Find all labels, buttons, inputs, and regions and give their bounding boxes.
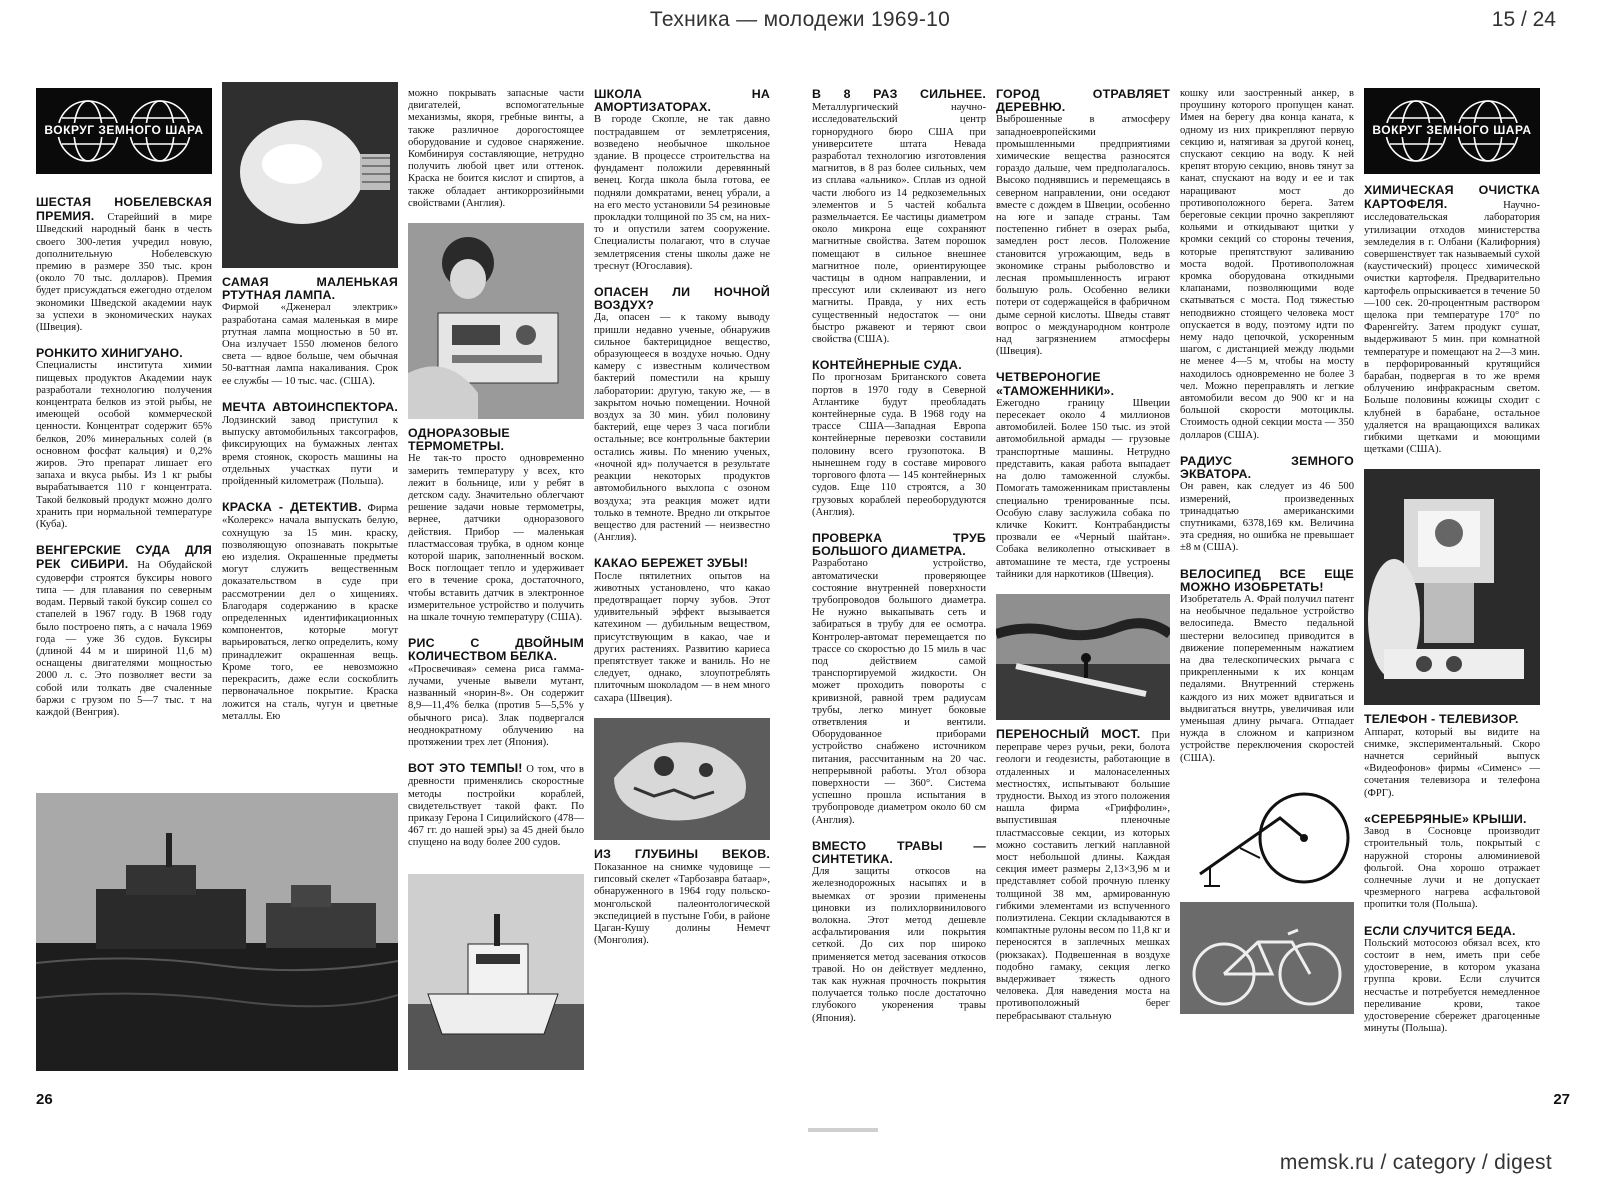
photo-ferry (408, 874, 584, 1070)
article-heading: РАДИУС ЗЕМНОГО ЭКВАТОРА. (1180, 453, 1354, 482)
article-heading: В 8 РАЗ СИЛЬНЕЕ. (812, 87, 986, 101)
article-heading: ЧЕТВЕРОНОГИЕ «ТАМОЖЕННИКИ». (996, 370, 1115, 398)
article (1180, 568, 1354, 765)
article-body: Фирмой «Дженерал электрик» разработана самая маленькая в мире ртутная лампа мощностью в 50 вт. Она излучает 1550 люменов белого света — вдвое больше, чем обычная 50-ваттная лампа накаливания. Срок ее службы — 10 тыс. час. (США). (222, 302, 398, 387)
article-body: Аппарат, который вы видите на снимке, экспериментальный. Скоро начнется серийный выпуск «Видеофонов» фирмы «Сименс» — сочетания телевизора и телефона (ФРГ). (1364, 726, 1540, 799)
article-heading: ОПАСЕН ЛИ НОЧНОЙ ВОЗДУХ? (594, 285, 770, 313)
photo-lamp (222, 82, 398, 268)
article (594, 557, 770, 704)
page-fold-mark (808, 1128, 878, 1132)
column (594, 88, 770, 960)
article-body: кошку или заостренный анкер, в проушину которого пропущен канат. Имея на берегу два конца каната, к одному из них прикрепляют первую секцию и, натягивая за другой конец, спускают секцию на воду. К ней крепят вторую секцию, вновь тянут за канат, спускают на воду и ее и так наращивают мост до противоположного берега. Затем береговые секции прочно закрепляют кольями и откидывают щитки у кромки секций со стороны течения, которые препятствуют заливанию моста водой. Противоположная кромка оборудована откидными клапанами, позволяющими воде скатываться с моста. Под тяжестью неподвижно стоящего человека мост опускается в воду, поэтому идти по нему надо цепочкой, ускоренным шагом, с дистанцией между людьми не менее 4—5 м, чтобы на мосту находилось одновременно не более 3 чел. Можно переправлять и легкие автомобили весом до 900 кг и на большой скорости мотоциклы. Стоимость одной секции моста — 350 долларов (США). (1180, 88, 1354, 441)
document-title: Техника — молодежи 1969-10 (649, 8, 951, 31)
article (812, 88, 986, 346)
column (996, 88, 1170, 1036)
article-body: По прогнозам Британского совета портов в 1970 году в Северной Атлантике будут преобладать контейнерные суда. В 1968 году на трассе США—Западная Европа контейнерные перевозки составили половину всего грузопотока. В нынешнем году в составе мирового торгового флота — 145 контейнерных судов. Еще 110 строятся, а 30 грузовых кораблей переоборудуются (Англия). (812, 372, 986, 518)
article-heading: ИЗ ГЛУБИНЫ ВЕКОВ. (594, 846, 770, 861)
column (36, 88, 212, 732)
article-heading: КРАСКА - ДЕТЕКТИВ. (222, 500, 362, 515)
article (996, 728, 1170, 1023)
article-heading: САМАЯ МАЛЕНЬКАЯ РТУТНАЯ ЛАМПА. (222, 275, 398, 303)
article (812, 532, 986, 827)
article (594, 286, 770, 544)
right-page (812, 88, 1570, 1108)
article (222, 276, 398, 388)
article-heading: ВЕНГЕРСКИЕ СУДА ДЛЯ РЕК СИБИРИ. (36, 543, 212, 572)
article-body: Не так-то просто одновременно замерить температуру у всех, кто лежит в больнице, или у ребят в детском саду. Значительно облегчают решение задачи новые термометры, вернее, датчики одноразового действия. Прибор — маленькая пластмассовая трубка, в одном конце которой шарик, заполненный воском. Воск поглощает тепло и удерживает его в течение срока, достаточного, чтобы вставить датчик в электронное измерительное устройство и получить на шкале точную температуру (США). (408, 453, 584, 624)
article (594, 88, 770, 273)
article-heading: ТЕЛЕФОН - ТЕЛЕВИЗОР. (1364, 712, 1519, 727)
article-body: Да, опасен — к такому выводу пришли недавно ученые, обнаружив сильное бактерицидное вещество, образующееся в воздухе ночью. Одну камеру с известным количеством бактерий поместили на крышу лаборатории: другую, такую же, — в закрытом ночью помещении. Ночной воздух за 30 мин. убил половину бактерий, еще через 3 часа погибли остальные; все контрольные бактерии остались живы. По мнению ученых, «ночной яд» получается в результате реакции некоторых продуктов автомобильного выхлопа с озоном воздуха; эта реакция может идти только в темноте. Вредно ли открытое вещество для растений — неизвестно (Англия). (594, 312, 770, 544)
article-body: В городе Скопле, не так давно пострадавшем от землетрясения, возведено необычное школьное здание. В процессе строительства на фундамент положили деревянный венец. Когда школа была готова, ее подняли домкратами, венец убрали, а на его место установили 54 резиновые прокладки толщиной по 35 см, на них-то и опустили затем сооружение. Специалисты полагают, что в случае землетрясения стены школы даже не треснут (Югославия). (594, 114, 770, 272)
diagram-bicycle-pedal (1180, 778, 1354, 896)
viewer-header (0, 0, 1600, 44)
article-body: Польский мотосоюз обязал всех, кто состоит в нем, иметь при себе удостоверение, в котором указана группа крови. Если случится несчастье и потребуется немедленное переливание крови, такое удостоверение сбережет драгоценные минуты (Польша). (1364, 937, 1540, 1035)
article-heading: ВОТ ЭТО ТЕМПЫ! (408, 761, 523, 776)
article-heading: ХИМИЧЕСКАЯ ОЧИСТКА КАРТОФЕЛЯ. (1364, 183, 1540, 212)
article-heading: МЕЧТА АВТОИНСПЕКТОРА. (222, 399, 398, 414)
article (812, 359, 986, 519)
article-body: Показанное на снимке чудовище — гипсовый скелет «Тарбозавра батаар», обнаруженного в 1964 году польско-монгольской палеонтологической экспедицией в пустыне Гоби, в районе Цаган-Кушу долины Немечт (Монголия). (594, 861, 770, 947)
article (36, 347, 212, 531)
article-heading: ОДНОРАЗОВЫЕ ТЕРМОМЕТРЫ. (408, 426, 510, 454)
column (408, 88, 584, 863)
article-body: Завод в Сосновце производит строительный толь, покрытый с наружной стороны алюминиевой фольгой. Она хорошо отражает солнечные лучи и не допускает чрезмерного нагрева асфальтовой пропитки толя (Польша). (1364, 826, 1540, 911)
article-body: О том, что в древности применялись скоростные методы постройки кораблей, свидетельствует такой факт. По приказу Герона I Сицилийского (478—467 гг. до нашей эры) за 45 дней было спущено на воду более 200 судов. (408, 764, 584, 849)
article-body: Специалисты института химии пищевых продуктов Академии наук разработали технологию получения концентрата белков из этой рыбы, не имеющей особой коммерческой ценности. Концентрат содержит 65% белков, 20% минеральных солей (в основном фосфат кальция) и 0,2% жиров. Это препарат лишает его запаха и вкуса рыбы. Из 1 кг рыбы вырабатывается 110 г концентрата. Такой белковый продукт можно долго хранить при нормальной температуре (Куба). (36, 360, 212, 531)
article-body: можно покрывать запасные части двигателей, вспомогательные механизмы, якоря, гребные винты, а также различное дорогостоящее оборудование и судовое снаряжение. Комбинируя составляющие, нетрудно получить любой цвет или оттенок. Краска не боится кислот и спиртов, а также обладает антикоррозийными свойствами (Англия). (408, 88, 584, 209)
article-body: Для защиты откосов на железнодорожных насыпях и в выемках от эрозии применены циновки из полихлорвинилового волокна. Этот метод дешевле асфальтирования или покрытия сеткой. До сих пор широко применяется метод засевания откосов травой. Но он действует медленно, так как нужная прочность покрытия получается только после достаточно глубокого укоренения травы (Япония). (812, 866, 986, 1024)
article-body: Научно-исследовательская лаборатория утилизации отходов министерства земледелия в г. Олбани (Калифорния) совершенствует так называемый сухой (каустический) процесс химической очистки картофеля. Предварительно картофель опрыскивается в течение 50—100 сек. 20-процентным раствором щелока при температуре 170° по Фаренгейту. Затем продукт сушат, выдерживают 5 мин. при комнатной температуре и помещают на 2—3 мин. в перфорированный крутящийся барабан, подвергая в то же время облучению инфракрасным светом. Больше половины кожицы сходит с клубней в барабане, остальное удаляется на вращающихся валиках гибкими щетками и моющими щетками (США). (1364, 200, 1540, 456)
article (222, 501, 398, 723)
article-body: Ежегодно границу Швеции пересекает около 4 миллионов автомобилей. Более 150 тыс. из этой автомобильной армады — грузовые транспортные машины. Нетрудно представить, какая работа выпадает на долю таможенной службы. Помогать таможенникам приставлены специально тренированные псы. Особую славу заслужила собака по кличке Кокитт. Контрабандисты прозвали ее «Черный шайтан». Собака великолепно отыскивает в автомашине те места, где устроены тайники для наркотиков (Швеция). (996, 397, 1170, 580)
article-body: Лодзинский завод приступил к выпуску автомобильных таксографов, фиксирующих на бумажных лентах время стоянок, скорость машины на отдельных участках пути и пройденный километраж (Польша). (222, 415, 398, 488)
photo-tugboats (36, 793, 398, 1071)
article-heading: ГОРОД ОТРАВЛЯЕТ ДЕРЕВНЮ. (996, 87, 1170, 115)
article-heading: ПРОВЕРКА ТРУБ БОЛЬШОГО ДИАМЕТРА. (812, 530, 986, 559)
column (812, 88, 986, 1038)
photo-thermometer (408, 223, 584, 419)
article (408, 88, 584, 210)
article-heading: РОНКИТО ХИНИГУАНО. (36, 346, 183, 361)
article-body: После пятилетних опытов на животных установлено, что какао предотвращает порчу зубов. Этот удивительный эффект вызывается катехином — дубильным веществом, присутствующим в какао, чае и других растениях. Развитию кариеса препятствует также и ваниль. Но не следует, однако, злоупотреблять плиточным шоколадом — в нем много сахара (Швеция). (594, 570, 770, 704)
article-body: Он равен, как следует из 46 500 измерений, произведенных тринадцатью американскими спутниками, 6378,169 км. Величина эта средняя, но ошибка не превышает ±8 м (США). (1180, 481, 1354, 554)
article-heading: ШКОЛА НА АМОРТИЗАТОРАХ. (594, 87, 770, 115)
article (1180, 88, 1354, 442)
article-body: При переправе через ручьи, реки, болота геологи и геодезисты, работающие в отдаленных и малонаселенных местностях, испытывают большие трудности. Выход из этого положения нашла фирма «Гриффолин», выпустившая пленочные пластмассовые секции, из которых можно составить легкий наплавной мост небольшой длины. Каждая секция имеет размеры 2,13×3,96 м и представляет собой прочную пленку толщиной 38 мм, армированную гибкими элементами из вспученного полиэтилена. Секции складываются в компактные рулоны весом по 11,8 кг и переносятся в заплечных мешках (рюкзаках). Подвешенная в воздухе подобно гамаку, секция легко выдерживает тяжесть одного человека. Для наведения моста на противоположный берег перебрасывают стальную (996, 729, 1170, 1022)
photo-bicycle (1180, 902, 1354, 1014)
page-counter: 15 / 24 (1491, 8, 1556, 31)
left-page (36, 88, 796, 1108)
article-body: Металлургический научно-исследовательский центр горнорудного бюро США при университете штата Невада разработал технологию изготовления магнитов, в 8 раз более сильных, чем из сплава «альнико». Сплав из одной части любого из 14 редкоземельных элементов и 5 частей кобальта размельчается. Ее частицы диаметром около микрона еще сохраняют магнитные свойства. Затем порошок помещают в сильное внешнее магнитное поле, ориентирующее частицы в одном направлении, и прессуют или склеивают из него магниты. Правда, у них есть существенный недостаток — они быстро ржавеют и теряют свои свойства (США). (812, 102, 986, 346)
article (408, 762, 584, 849)
article (1364, 713, 1540, 799)
rubric-badge (1364, 88, 1540, 174)
article-heading: КОНТЕЙНЕРНЫЕ СУДА. (812, 358, 962, 373)
rubric-label: ВОКРУГ ЗЕМНОГО ШАРА (1364, 123, 1540, 137)
article (594, 848, 770, 948)
article-heading: КАКАО БЕРЕЖЕТ ЗУБЫ! (594, 556, 749, 571)
column (1180, 88, 1354, 1014)
column (222, 88, 398, 736)
article-heading: ВЕЛОСИПЕД ВСЕ ЕЩЕ МОЖНО ИЗОБРЕТАТЬ! (1180, 566, 1354, 594)
article (408, 637, 584, 749)
article-body: Разработано устройство, автоматически проверяющее состояние внутренней поверхности трубопроводов большого диаметра. Не нужно выкапывать сеть и забираться в трубу для ее осмотра. Контролер-автомат перемещается по трассе со скоростью до 15 миль в час под действием самой транспортируемой жидкости. Он может проходить повороты с кривизной, равной трем радиусам трубы, легко минует боковые ответвления и вентили. Оборудованное приборами устройство снабжено источником питания, рассчитанным на 20 час. непрерывной работы. Угол обзора поверхности — 360°. Система успешно прошла испытания в трубопроводе диаметром около 60 см (Англия). (812, 558, 986, 826)
article-body: Выброшенные в атмосферу западноевропейскими промышленными предприятиями химические вещества разносятся гораздо дальше, чем предполагалось. Высоко поднявшись и перемещаясь в северном направлении, они оседают вместе с дождем в Швеции, особенно на юге и западе страны. Там постепенно гибнет в озерах рыба, замедлен рост лесов. Положение становится угрожающим, ведь в экономике страны рыболовство и лесная промышленность играют большую роль. Особенно велики потери от содержащейся в фабричном дыме серной кислоты. Шведы ставят вопрос о международном контроле над загрязнением атмосферы (Швеция). (996, 114, 1170, 358)
article-body: Старейший в мире Шведский народный банк в честь своего 300-летия учредил новую, дополнительную Нобелевскую премию в размере 350 тыс. крон (около 70 тыс. долларов). Премия будет присуждаться ежегодно отделом экономики Шведской академии наук за успехи в экономических науках (Швеция). (36, 212, 212, 334)
article (1364, 925, 1540, 1036)
article-heading: ПЕРЕНОСНЫЙ МОСТ. (996, 726, 1141, 741)
article-heading: ВМЕСТО ТРАВЫ — СИНТЕТИКА. (812, 838, 986, 866)
article (996, 371, 1170, 580)
article (36, 544, 212, 719)
article (408, 427, 584, 624)
article-heading: «СЕРЕБРЯНЫЕ» КРЫШИ. (1364, 811, 1527, 826)
page-number: 27 (1553, 1091, 1570, 1108)
article (36, 196, 212, 334)
article (1364, 184, 1540, 456)
article (1180, 455, 1354, 555)
article-body: Изобретатель А. Фрай получил патент на необычное педальное устройство велосипеда. Вместо педальной шестерни велосипед приводится в движение попеременным нажатием на два телескопических рычага с прикрепленными к их концам педалями. Внутренний стержень каждого из них может вдвигаться и выдвигаться внутрь, увеличивая или уменьшая длину рычага. Отпадает нужда в сложном и капризном устройстве переключения скоростей (США). (1180, 593, 1354, 764)
article (222, 401, 398, 488)
page-number: 26 (36, 1091, 53, 1108)
column (1364, 88, 1540, 1048)
photo-videophone (1364, 469, 1540, 705)
rubric-badge (36, 88, 212, 174)
article-heading: ЕСЛИ СЛУЧИТСЯ БЕДА. (1364, 923, 1516, 938)
rubric-label: ВОКРУГ ЗЕМНОГО ШАРА (36, 123, 212, 137)
article (812, 840, 986, 1025)
article-heading: ШЕСТАЯ НОБЕЛЕВСКАЯ ПРЕМИЯ. (36, 195, 212, 224)
source-link[interactable]: memsk.ru / category / digest (1279, 1151, 1552, 1174)
photo-dinosaur-skull (594, 718, 770, 840)
article-body: «Просвечивая» семена риса гамма-лучами, ученые вывели мутант, названный «норин-8». Он содержит 8,9—11,4% белка (против 5—5,5% у обычного риса). Злак подвергался неоднократному облучению на протяжении трех лет (Япония). (408, 663, 584, 748)
article-body: Фирма «Колерекс» начала выпускать белую, сохнущую за 15 мин. краску, позволяющую опознавать покрытые ею изделия. Окрашенные предметы могут служить вещественным доказательством в суде при рассмотрении дел о хищениях. Благодаря содержанию в краске определенных идентификационных компонентов, которые могут варьироваться, легко определить, кому принадлежит окрашенная вещь. Кроме того, ее невозможно перекрасить, даже если соскоблить первоначальное покрытие. Краска ложится на сталь, чугун и цветные металлы. Ею (222, 503, 398, 722)
photo-bridge (996, 594, 1170, 720)
article (996, 88, 1170, 358)
article (1364, 813, 1540, 912)
article-heading: РИС С ДВОЙНЫМ КОЛИЧЕСТВОМ БЕЛКА. (408, 636, 584, 664)
article-body: На Обудайской судоверфи строятся буксиры нового типа — для плавания по северным водам. Первый такой буксир сошел со стапелей в 1967 году. В 1968 году было построено пять, а с начала 1969 года — уже 36 судов. Буксиры (длиной 44 м и шириной 11,6 м) оснащены двигателями мощностью 2000 л. с. Это позволяет вести за собой или толкать две счаленные баржи с грузом по 5—7 тыс. т на каждой (Венгрия). (36, 560, 213, 718)
